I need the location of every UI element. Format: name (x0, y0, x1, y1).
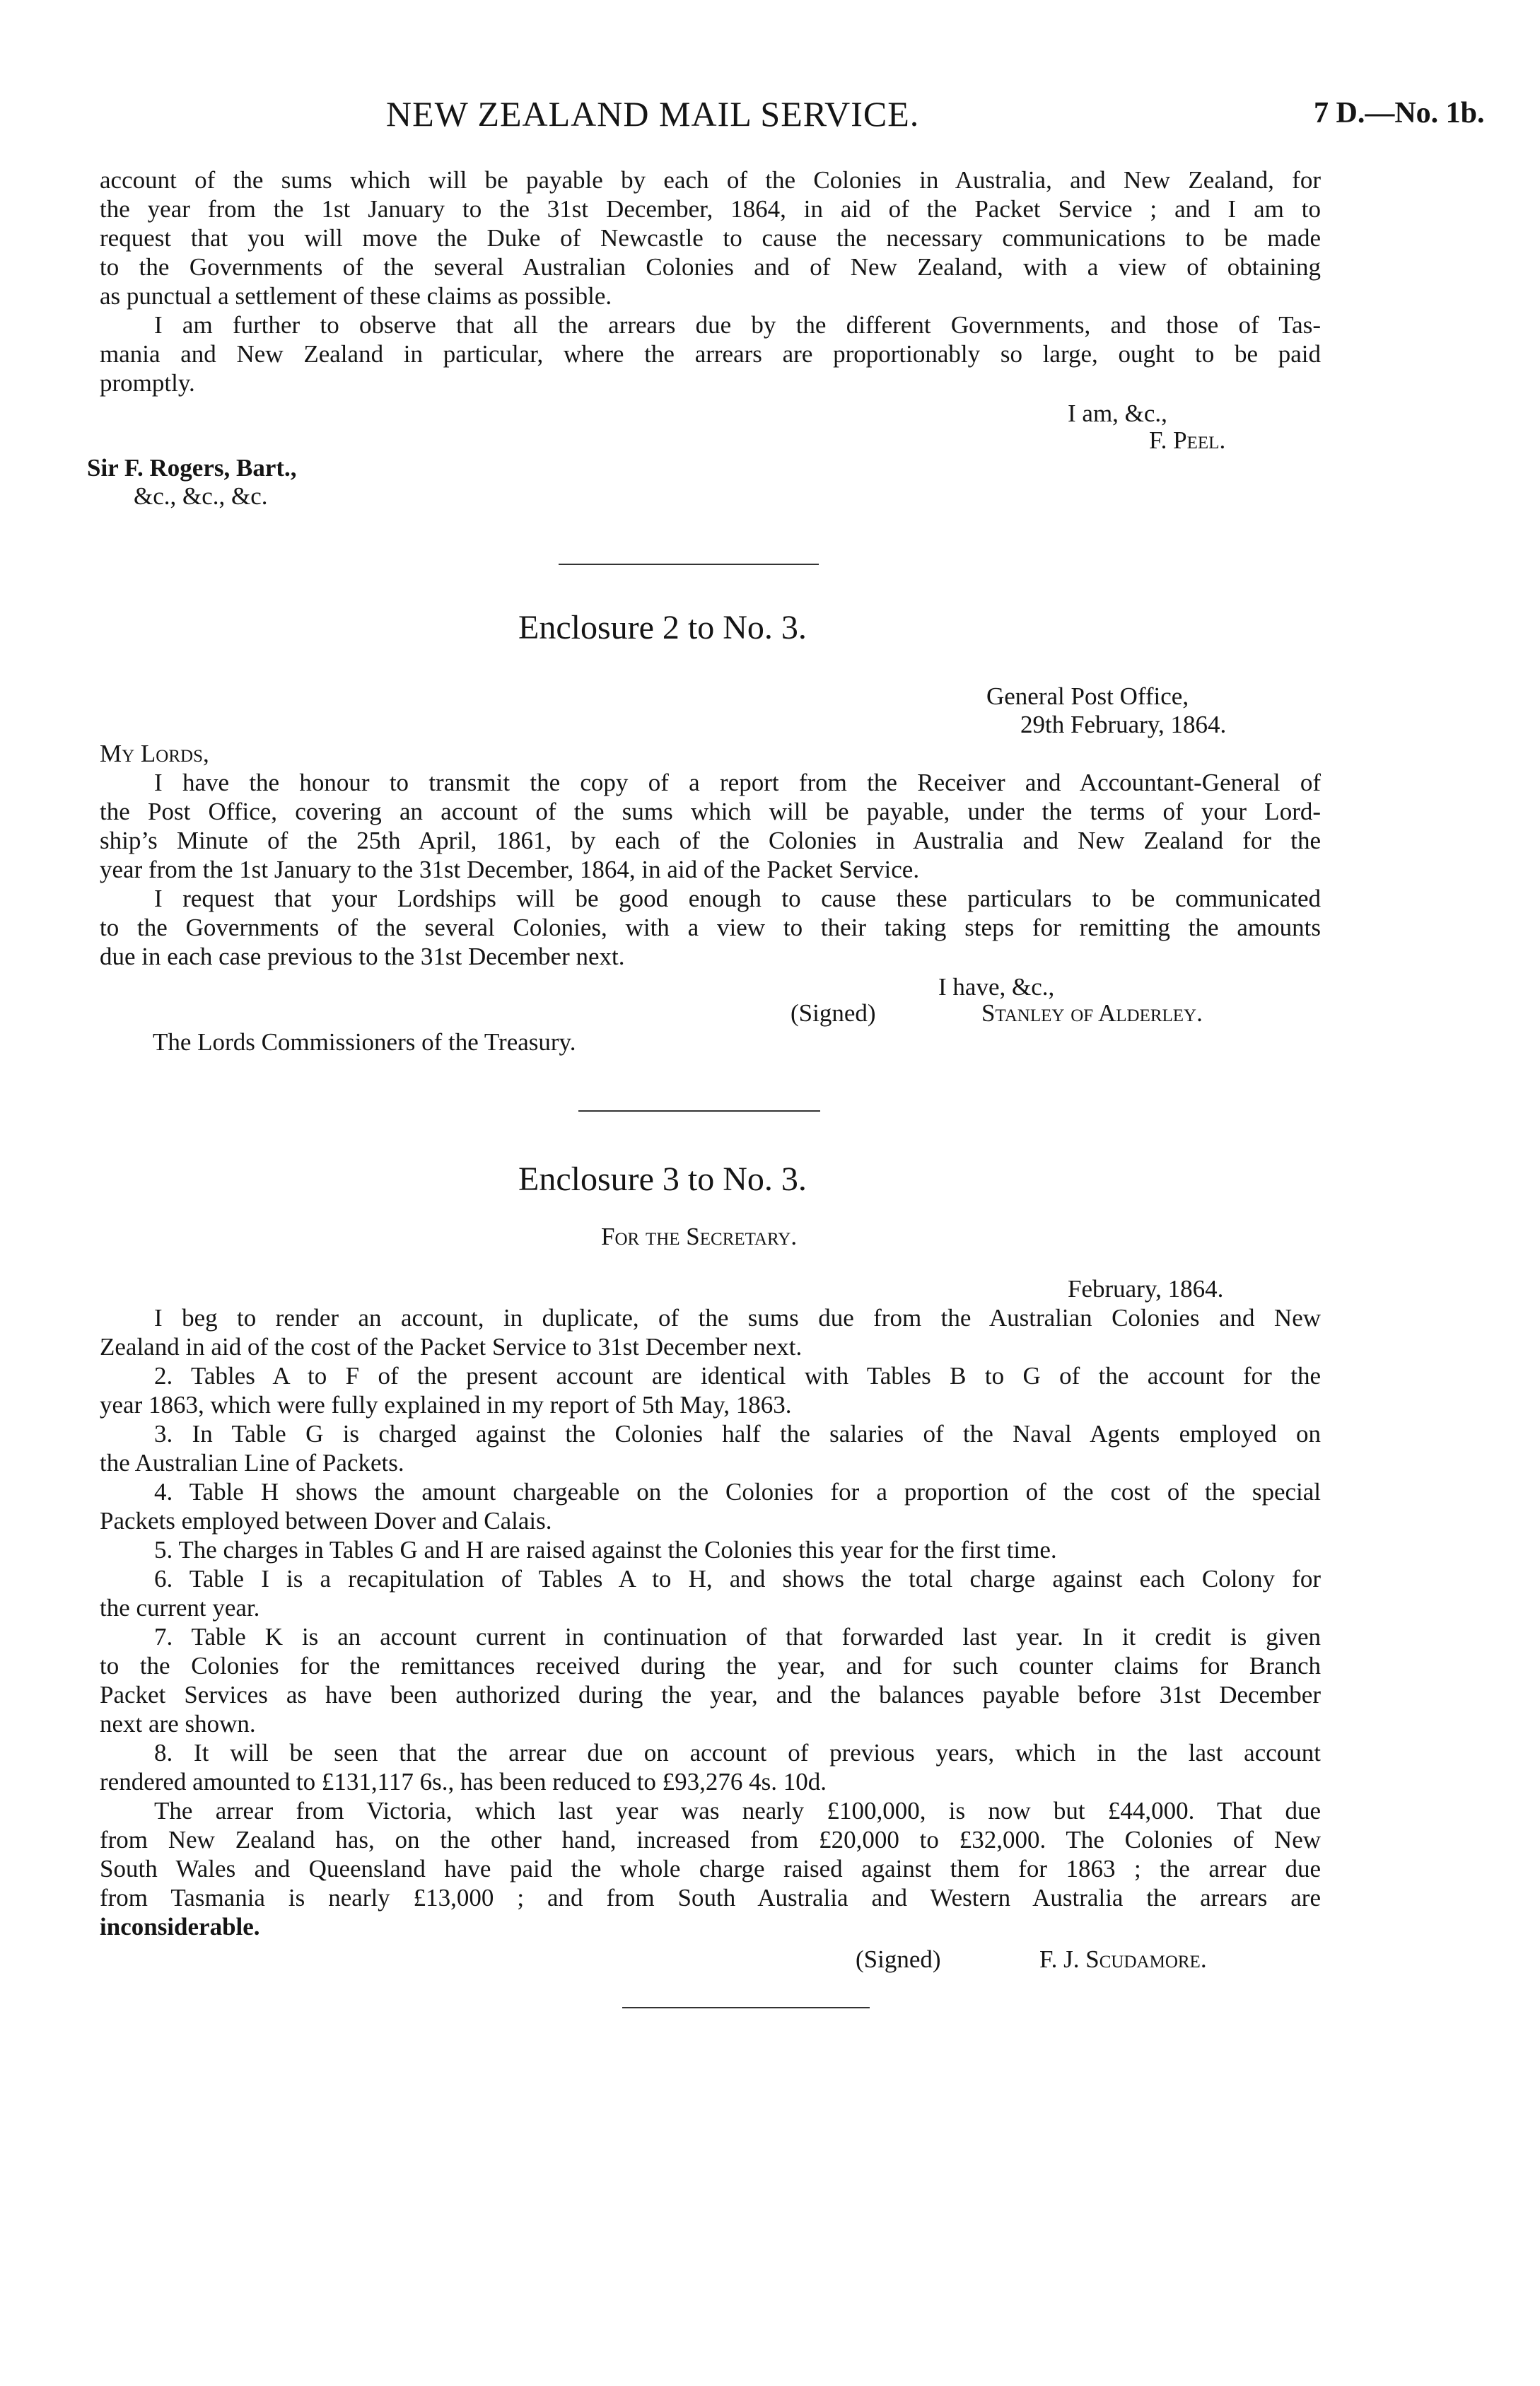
enclosure2-line: ship’s Minute of the 25th April, 1861, by each of the Colonies in Australia and New Zealand for the (100, 827, 1321, 854)
enclosure3-signed: (Signed) (856, 1945, 941, 1973)
enclosure3-heading: Enclosure 3 to No. 3. (518, 1160, 807, 1198)
letter1-signature: F. Peel. (1149, 426, 1226, 454)
enclosure2-line: the Post Office, covering an account of the sums which will be payable, under the terms of your Lord- (100, 798, 1321, 825)
letter1-line: as punctual a settlement of these claims as possible. (100, 282, 612, 310)
enclosure2-addressee: The Lords Commissioners of the Treasury. (153, 1028, 576, 1056)
page-title: NEW ZEALAND MAIL SERVICE. (386, 94, 920, 134)
enclosure3-for-line: For the Secretary. (601, 1223, 798, 1250)
letter1-line: to the Governments of the several Australian Colonies and of New Zealand, with a view of obtaining (100, 253, 1321, 281)
letter1-line: account of the sums which will be payable by each of the Colonies in Australia, and New Zealand, for (100, 166, 1321, 194)
letter1-line: mania and New Zealand in particular, where the arrears are proportionably so large, ought to be paid (100, 340, 1321, 368)
enclosure2-place: General Post Office, (986, 682, 1189, 710)
enclosure3-line: 2. Tables A to F of the present account are identical with Tables B to G of the account for the (154, 1362, 1321, 1390)
enclosure3-date: February, 1864. (1068, 1275, 1224, 1303)
enclosure3-line: Packets employed between Dover and Calais. (100, 1507, 552, 1535)
enclosure3-line: to the Colonies for the remittances received during the year, and for such counter claims for Branch (100, 1652, 1321, 1680)
enclosure3-line: The arrear from Victoria, which last year was nearly £100,000, is now but £44,000. That due (154, 1797, 1321, 1825)
page-reference: 7 D.—No. 1b. (1314, 97, 1485, 129)
section-divider (622, 2007, 870, 2008)
enclosure2-signature: Stanley of Alderley. (981, 999, 1203, 1027)
letter1-line: promptly. (100, 369, 195, 397)
enclosure3-line: 5. The charges in Tables G and H are raised against the Colonies this year for the first time. (154, 1536, 1057, 1564)
letter1-closing: I am, &c., (1068, 400, 1167, 427)
enclosure3-line: year 1863, which were fully explained in my report of 5th May, 1863. (100, 1391, 792, 1419)
enclosure3-line: Zealand in aid of the cost of the Packet Service to 31st December next. (100, 1333, 803, 1361)
letter1-addressee: Sir F. Rogers, Bart., (87, 454, 297, 482)
section-divider (559, 564, 819, 565)
letter1-line: I am further to observe that all the arrears due by the different Governments, and those of Tas- (154, 311, 1321, 339)
enclosure3-line: 3. In Table G is charged against the Colonies half the salaries of the Naval Agents employed on (154, 1420, 1321, 1448)
enclosure2-heading: Enclosure 2 to No. 3. (518, 609, 807, 646)
enclosure2-salutation: My Lords, (100, 740, 209, 767)
enclosure2-signed: (Signed) (791, 999, 876, 1027)
enclosure2-line: I request that your Lordships will be good enough to cause these particulars to be communicated (154, 885, 1321, 912)
enclosure3-line: Packet Services as have been authorized during the year, and the balances payable before 31st December (100, 1681, 1321, 1709)
enclosure2-date: 29th February, 1864. (1020, 711, 1227, 738)
section-divider (578, 1110, 820, 1112)
enclosure3-line: 4. Table H shows the amount chargeable on the Colonies for a proportion of the cost of the special (154, 1478, 1321, 1506)
enclosure3-line: I beg to render an account, in duplicate, of the sums due from the Australian Colonies and New (154, 1304, 1321, 1332)
enclosure3-line: rendered amounted to £131,117 6s., has been reduced to £93,276 4s. 10d. (100, 1768, 827, 1796)
letter1-line: the year from the 1st January to the 31st December, 1864, in aid of the Packet Service ; and I am to (100, 195, 1321, 223)
enclosure3-line: 6. Table I is a recapitulation of Tables A to H, and shows the total charge against each Colony for (154, 1565, 1321, 1593)
enclosure3-line: from Tasmania is nearly £13,000 ; and from South Australia and Western Australia the arrears are (100, 1884, 1321, 1911)
enclosure2-closing: I have, &c., (938, 973, 1055, 1001)
enclosure3-line: 7. Table K is an account current in continuation of that forwarded last year. In it credit is given (154, 1623, 1321, 1651)
letter1-line: request that you will move the Duke of Newcastle to cause the necessary communications to be made (100, 224, 1321, 252)
enclosure3-line: 8. It will be seen that the arrear due on account of previous years, which in the last account (154, 1739, 1321, 1767)
enclosure3-line: the Australian Line of Packets. (100, 1449, 404, 1477)
enclosure3-line: the current year. (100, 1594, 260, 1622)
enclosure2-line: I have the honour to transmit the copy of a report from the Receiver and Accountant-General of (154, 769, 1321, 796)
enclosure2-line: year from the 1st January to the 31st December, 1864, in aid of the Packet Service. (100, 856, 920, 883)
enclosure3-signature: F. J. Scudamore. (1039, 1945, 1207, 1973)
enclosure2-line: due in each case previous to the 31st December next. (100, 943, 625, 970)
enclosure2-line: to the Governments of the several Colonies, with a view to their taking steps for remitting the amounts (100, 914, 1321, 941)
letter1-addressee-etc: &c., &c., &c. (134, 482, 268, 510)
enclosure3-line: from New Zealand has, on the other hand, increased from £20,000 to £32,000. The Colonies of New (100, 1826, 1321, 1853)
enclosure3-line: next are shown. (100, 1710, 256, 1738)
enclosure3-line: South Wales and Queensland have paid the whole charge raised against them for 1863 ; the arrear due (100, 1855, 1321, 1882)
enclosure3-line: inconsiderable. (100, 1913, 260, 1940)
